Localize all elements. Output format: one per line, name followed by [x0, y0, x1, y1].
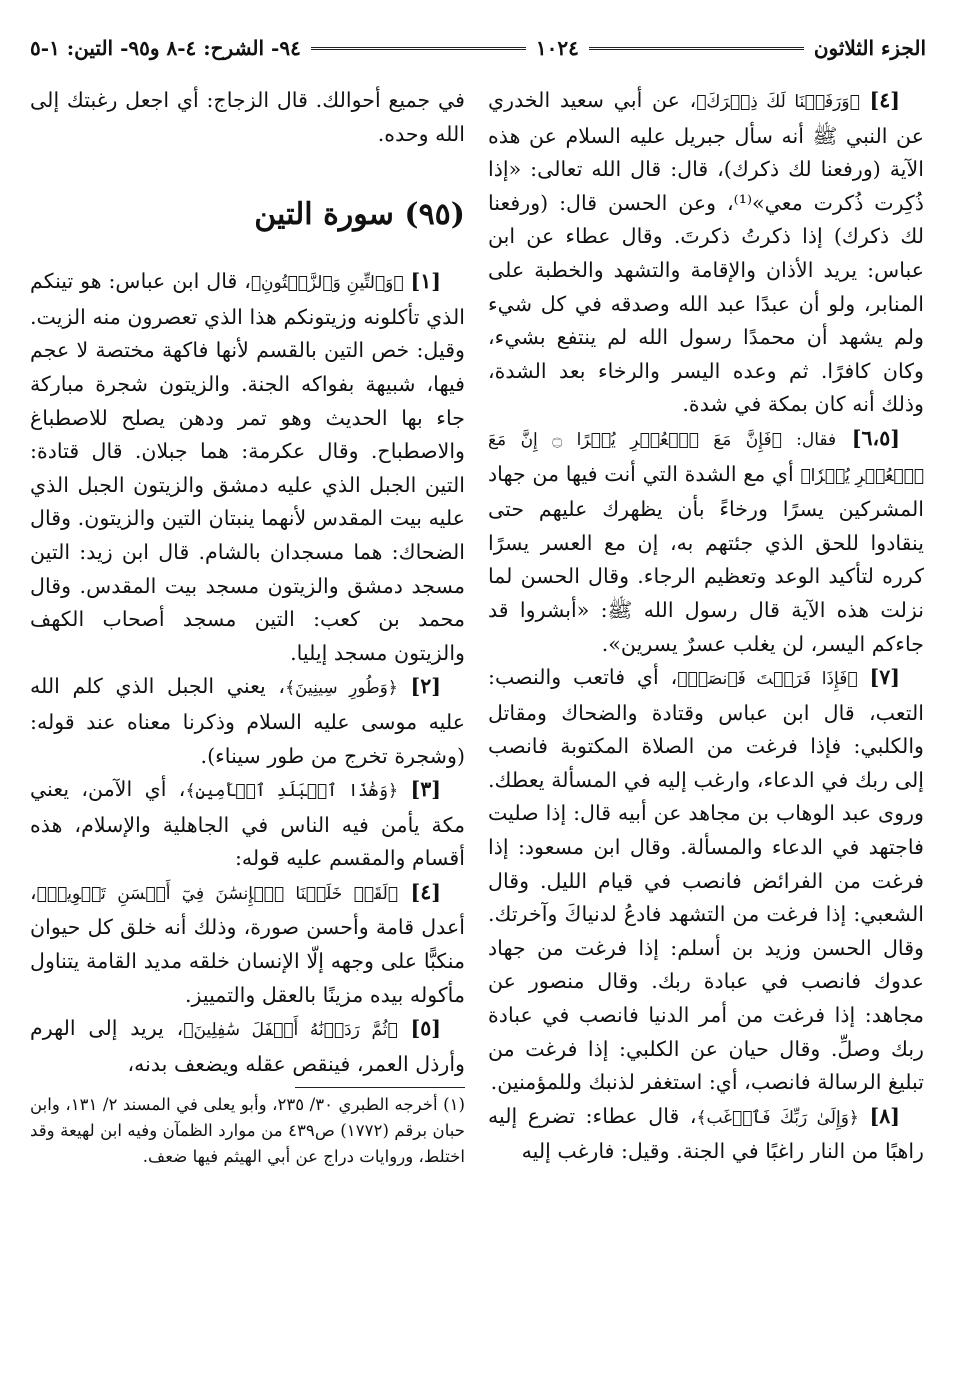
verse-number: [٢]: [410, 674, 442, 699]
commentary-text: ، قال عطاء: تضرع إليه راهبًا من النار راغبًا في الجنة. وقيل: فارغب إليه: [488, 1103, 924, 1164]
commentary-text: ، يعني الجبل الذي كلم الله عليه موسى عليه السلام وذكرنا معناه عند قوله: (وشجرة تخرج من طور سيناء).: [30, 674, 465, 768]
paragraph-verse-4: [488, 84, 924, 422]
verse-number: [٦،٥]: [851, 425, 901, 450]
commentary-text: ، أي فاتعب والنصب: التعب، قال ابن عباس وقتادة والضحاك ومقاتل والكلبي: فإذا فرغت من الصلاة المكتوبة فانصب إلى ربك في الدعاء، وارغب إليه في المسألة يعطك. وروى عبد الوهاب بن مجاهد عن أبيه قال: إذا صليت فاجتهد في الدعاء والمسألة. وقال ابن مسعود: إذا فرغت من الفرائض فانصب في قيام الليل. وقال الشعبي: إذا فرغت من التشهد فادعُ لدنياكَ وآخرتك. وقال الحسن وزيد بن أسلم: إذا فرغت من جهاد عدوك فانصب في عبادة ربك. وقال منصور عن مجاهد: إذا فرغت من أمر الدنيا فانصب في عبادة ربك وصلِّ. وقال حيان عن الكلبي: إذا فرغت من تبليغ الرسالة فانصب، أي: استغفر لذنبك وللمؤمنين.: [488, 665, 924, 1095]
header-rule-right: [589, 47, 804, 50]
quran-quote: ﴿فَإِذَا فَرَغۡتَ فَٱنصَبۡ﴾: [677, 669, 858, 690]
part-label: الجزء الثلاثون: [813, 36, 926, 60]
continuation-text: في جميع أحوالك. قال الزجاج: أي اجعل رغبتك إلى الله وحده.: [30, 88, 465, 146]
verse-number: [٨]: [869, 1103, 901, 1128]
verse-number: [٤]: [869, 88, 901, 112]
verse-number: [٣]: [410, 777, 442, 802]
quran-quote: ﴿وَرَفَعۡنَا لَكَ ذِكۡرَكَ﴾: [696, 92, 860, 112]
quran-quote: ﴿ثُمَّ رَدَدۡنَٰهُ أَسۡفَلَ سَٰفِلِينَ﴾: [183, 1020, 398, 1041]
commentary-text: ، قال ابن عباس: هو تينكم الذي تأكلونه وزيتونكم هذا الذي تعصرون منه الزيت. وقيل: خص التين بالقسم لأنها فاكهة مختصة لا عجم فيها، شبيهة بفواكه الجنة. والزيتون شجرة مباركة جاء بها الحديث وهو تمر ودهن يصلح للاصطباغ والاصطباح. وقال عكرمة: هما جبلان. قال قتادة: التين الجبل الذي عليه دمشق والزيتون الجبل الذي عليه بيت المقدس لأنهما ينبتان التين والزيتون. وقال الضحاك: هما مسجدان بالشام. قال ابن زيد: التين مسجد دمشق والزيتون مسجد بيت المقدس. وقال محمد بن كعب: التين مسجد أصحاب الكهف والزيتون مسجد إيليا.: [30, 269, 465, 665]
paragraph-tin-4: [30, 876, 465, 1012]
paragraph-verse-8: [488, 1100, 924, 1169]
verse-number: [٧]: [869, 665, 901, 690]
paragraph-verse-5-6: [488, 422, 924, 661]
quran-quote: ﴿وَهَٰذَا ٱلۡبَلَدِ ٱلۡأَمِينِ﴾: [185, 781, 399, 802]
page-number: ١٠٢٤: [535, 36, 579, 60]
footnote-divider: [295, 1087, 465, 1088]
commentary-text: ، يريد إلى الهرم وأرذل العمر، فينقص عقله ويضعف بدنه،: [30, 1016, 465, 1076]
footnotes: [30, 1092, 465, 1170]
quran-quote: ﴿وَٱلتِّينِ وَٱلزَّيۡتُونِ﴾: [250, 273, 404, 294]
commentary-text: أي مع الشدة التي أنت فيها من جهاد المشركين يسرًا ورخاءً بأن يظهرك عليهم حتى ينقادوا للحق الذي جئتهم به، إن مع العسر يسرًا كرره لتأكيد الوعد وتعظيم الرجاء. وقال الحسن لما نزلت هذه الآية قال رسول الله ﷺ: «أبشروا قد جاءكم اليسر، لن يغلب عسرٌ يسرين».: [488, 461, 924, 656]
commentary-text: ، أعدل قامة وأحسن صورة، وذلك أنه خلق كل حيوان منكبًّا على وجهه إلّا الإنسان خلقه مديد القامة يتناول مأكوله بيده مزينًا بالعقل والتمييز.: [30, 879, 465, 1007]
commentary-text: ، أي الآمن، يعني مكة يأمن فيه الناس في الجاهلية والإسلام، هذه أقسام والمقسم عليه قوله:: [30, 777, 465, 871]
footnote-1: (١) أخرجه الطبري ٣٠/ ٢٣٥، وأبو يعلى في المسند ٢/ ١٣١، وابن حبان برقم (١٧٧٢) ص٤٣٩ من موارد الظمآن وفيه ابن لهيعة وقد اختلط، وروايات دراج عن أبي الهيثم فيها ضعف.: [30, 1095, 466, 1167]
verse-number: [٤]: [410, 879, 441, 904]
commentary-text: ، عن أبي سعيد الخدري عن النبي ﷺ أنه سأل جبريل عليه السلام عن هذه الآية (ورفعنا لك ذكرك)، قال: قال الله تعالى: «إذا ذُكِرت ذُكرت معي»⁽¹⁾، وعن الحسن قال: (ورفعنا لك ذكرك) إذا ذكرتُ ذكرتَ. وقال عطاء عن ابن عباس: يريد الأذان والإقامة والتشهد والخطبة على المنابر، ولو أن عبدًا عبد الله وصدقه في كل شيء ولم يشهد أن محمدًا رسول الله لم ينتفع بشيء، وكان كافرًا. ثم وعده اليسر والرخاء بعد الشدة، وذلك أنه كان بمكة في شدة.: [488, 88, 924, 417]
paragraph-verse-7: [488, 661, 924, 1100]
page-header: [30, 28, 926, 68]
paragraph-tin-3: [30, 773, 465, 876]
verse-number: [٥]: [410, 1016, 442, 1041]
quran-quote: ﴿وَإِلَىٰ رَبِّكَ فَٱرۡغَب﴾: [696, 1107, 859, 1128]
header-rule-left: [311, 47, 526, 50]
surah-range: ٩٤- الشرح: ٤-٨ و٩٥- التين: ١-٥: [30, 36, 301, 60]
surah-title: (٩٥) سورة التين: [254, 197, 465, 233]
quran-quote: ﴿لَقَدۡ خَلَقۡنَا ٱلۡإِنسَٰنَ فِيٓ أَحۡسَنِ تَقۡوِيمٖ﴾: [36, 883, 398, 904]
left-column: [30, 84, 465, 1170]
paragraph-tin-5: [30, 1012, 465, 1081]
paragraph-tin-1: [30, 265, 465, 670]
right-column: [488, 84, 924, 1169]
verse-number: [١]: [410, 269, 441, 294]
quran-quote: ﴿وَطُورِ سِينِينَ﴾: [285, 678, 398, 699]
paragraph-tin-2: [30, 670, 465, 773]
quran-quote: فقال: ﴿فَإِنَّ مَعَ ٱلۡعُسۡرِ يُسۡرًا ۝ إِنَّ مَعَ ٱلۡعُسۡرِ يُسۡرٗا﴾: [488, 429, 924, 486]
